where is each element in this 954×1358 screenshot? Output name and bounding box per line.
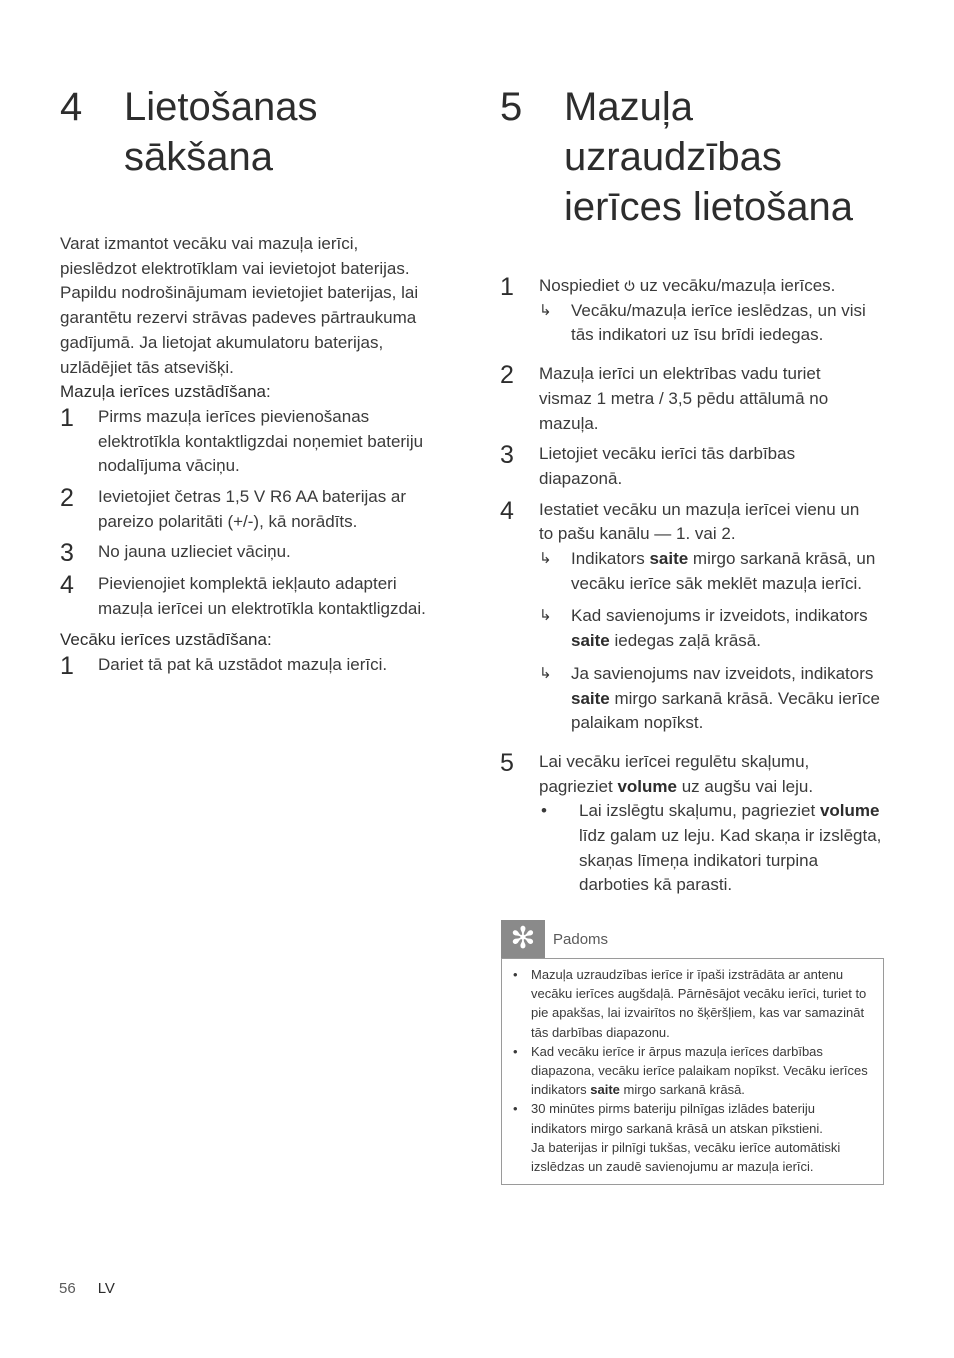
step-text: mazuļa. bbox=[539, 413, 599, 433]
parent-step bbox=[60, 653, 450, 679]
intro-line: Varat izmantot vecāku vai mazuļa ierīci, bbox=[60, 234, 359, 253]
result-text: Kad savienojums ir izveidots, indikators bbox=[571, 606, 868, 626]
intro-line: pieslēdzot elektrotīklam vai ievietojot baterijas. bbox=[60, 258, 410, 278]
tip-text: indikators saite mirgo sarkanā krāsā. bbox=[531, 1082, 745, 1098]
tip-text: Mazuļa uzraudzības ierīce ir īpaši izstrādāta ar antenu bbox=[531, 967, 844, 982]
step-text: Mazuļa ierīci un elektrības vadu turiet bbox=[539, 364, 821, 384]
result-text: palaikam nopīkst. bbox=[571, 713, 704, 733]
step-number: 3 bbox=[500, 441, 514, 470]
step-text: Pirms mazuļa ierīces pievienošanas bbox=[98, 406, 370, 426]
right-column bbox=[500, 82, 885, 904]
chapter-title-line: ierīces lietošana bbox=[564, 185, 854, 229]
bullet-text: darboties kā parasti. bbox=[579, 875, 733, 895]
tip-text: diapazona, vecāku ierīce palaikam nopīkst. Vecāku ierīces bbox=[531, 1063, 868, 1079]
page-footer bbox=[59, 1280, 115, 1297]
intro-line: gadījumā. Ja lietojat akumulatoru baterijas, bbox=[60, 332, 384, 352]
bullet-icon: • bbox=[513, 1043, 518, 1059]
tip-text: Ja baterijas ir pilnīgi tukšas, vecāku ierīce automātiski bbox=[531, 1139, 841, 1155]
chapter-number: 4 bbox=[60, 85, 83, 129]
step-number: 1 bbox=[60, 403, 74, 432]
step-result bbox=[539, 604, 885, 653]
page-number: 56 bbox=[59, 1280, 76, 1297]
step-text: to pašu kanālu — 1. vai 2. bbox=[539, 524, 736, 544]
tip-text: tās darbības diapazonu. bbox=[531, 1024, 670, 1040]
result-arrow-icon: ↳ bbox=[539, 550, 552, 568]
usage-step bbox=[500, 362, 885, 436]
step-result bbox=[539, 547, 885, 596]
bullet-text: skaņas līmeņa indikatori turpina bbox=[579, 850, 819, 870]
chapter-title bbox=[124, 82, 317, 182]
tip-text: Kad vecāku ierīce ir ārpus mazuļa ierīces darbības bbox=[531, 1043, 823, 1059]
baby-step bbox=[60, 572, 450, 621]
power-icon bbox=[624, 280, 635, 292]
result-text: tās indikatori uz īsu brīdi iedegas. bbox=[571, 325, 824, 345]
tip-text: indikators mirgo sarkanā krāsā un atskan pīkstieni. bbox=[531, 1120, 823, 1136]
step-number: 4 bbox=[60, 571, 74, 600]
step-text: No jauna uzlieciet vāciņu. bbox=[98, 542, 291, 562]
step-text: nodalījuma vāciņu. bbox=[98, 456, 240, 476]
step-number: 5 bbox=[500, 748, 514, 777]
step-text: vismaz 1 metra / 3,5 pēdu attālumā no bbox=[539, 388, 829, 408]
chapter-heading-5 bbox=[500, 82, 885, 232]
tip-item bbox=[512, 1099, 873, 1176]
result-text: Indikators saite mirgo sarkanā krāsā, un bbox=[571, 549, 876, 569]
result-text: Vecāku/mazuļa ierīce ieslēdzas, un visi bbox=[571, 300, 866, 320]
baby-setup-heading: Mazuļa ierīces uzstādīšana: bbox=[60, 382, 271, 402]
tip-header bbox=[501, 920, 884, 958]
bullet-icon: • bbox=[513, 967, 518, 982]
step-number: 2 bbox=[60, 484, 74, 513]
result-text: saite iedegas zaļā krāsā. bbox=[571, 631, 761, 651]
result-arrow-icon: ↳ bbox=[539, 301, 552, 319]
intro-paragraph bbox=[60, 232, 450, 380]
tip-item bbox=[512, 965, 873, 1042]
chapter-title bbox=[564, 82, 853, 232]
result-arrow-icon: ↳ bbox=[539, 664, 552, 682]
step-text: Nospiediet uz vecāku/mazuļa ierīces. bbox=[539, 276, 836, 295]
result-arrow-icon: ↳ bbox=[539, 607, 552, 625]
tip-item bbox=[512, 1042, 873, 1100]
baby-step bbox=[60, 405, 450, 479]
intro-line: uzlādējiet tās atsevišķi. bbox=[60, 357, 234, 377]
tip-text: 30 minūtes pirms bateriju pilnīgas izlādes bateriju bbox=[531, 1101, 815, 1117]
chapter-number: 5 bbox=[500, 85, 523, 129]
step-text: pareizo polaritāti (+/-), kā norādīts. bbox=[98, 511, 358, 531]
step-text: Dariet tā pat kā uzstādot mazuļa ierīci. bbox=[98, 654, 388, 674]
baby-step bbox=[60, 485, 450, 534]
step-text: Lietojiet vecāku ierīci tās darbības bbox=[539, 444, 796, 464]
step-result bbox=[539, 662, 885, 736]
usage-step bbox=[500, 498, 885, 744]
chapter-title-line: sākšana bbox=[124, 135, 273, 179]
result-text: Ja savienojums nav izveidots, indikators bbox=[571, 663, 874, 683]
chapter-title-line: Mazuļa bbox=[564, 85, 693, 129]
usage-step bbox=[500, 750, 885, 898]
chapter-title-line: uzraudzības bbox=[564, 135, 782, 179]
step-text: Iestatiet vecāku un mazuļa ierīcei vienu un bbox=[539, 499, 860, 519]
tip-text: vecāku ierīces augšdaļā. Pārnēsājot vecāku ierīci, turiet to bbox=[531, 986, 867, 1002]
tip-content bbox=[501, 958, 884, 1185]
result-text: vecāku ierīce sāk meklēt mazuļa ierīci. bbox=[571, 573, 862, 593]
intro-line: garantētu rezervi strāvas padeves pārtraukuma bbox=[60, 308, 417, 328]
step-text: elektrotīkla kontaktligzdai noņemiet bateriju bbox=[98, 431, 424, 451]
bullet-text: līdz galam uz leju. Kad skaņa ir izslēgta, bbox=[579, 826, 882, 846]
step-text: diapazonā. bbox=[539, 468, 623, 488]
tip-text: izslēdzas un zaudē savienojumu ar mazuļa ierīci. bbox=[531, 1159, 814, 1175]
step-number: 2 bbox=[500, 361, 514, 390]
tip-box bbox=[501, 920, 884, 1185]
bullet-text: Lai izslēgtu skaļumu, pagrieziet volume bbox=[579, 801, 880, 821]
step-text: Lai vecāku ierīcei regulētu skaļumu, bbox=[539, 751, 810, 771]
intro-line: Papildu nodrošinājumam ievietojiet baterijas, lai bbox=[60, 283, 419, 303]
asterisk-icon: ✻ bbox=[501, 920, 545, 958]
chapter-heading-4 bbox=[60, 82, 450, 182]
usage-step bbox=[500, 274, 885, 356]
chapter-title-line: Lietošanas bbox=[124, 85, 318, 129]
bullet-icon: • bbox=[541, 801, 547, 821]
step-number: 1 bbox=[60, 651, 74, 680]
step-number: 3 bbox=[60, 539, 74, 568]
bullet-icon: • bbox=[513, 1101, 518, 1117]
step-number: 1 bbox=[500, 273, 514, 301]
usage-step bbox=[500, 442, 885, 491]
step-bullet bbox=[539, 799, 885, 898]
tip-text: pie apakšas, lai izvairītos no šķēršļiem, kas var samazināt bbox=[531, 1005, 865, 1021]
step-text: Ievietojiet četras 1,5 V R6 AA baterijas ar bbox=[98, 487, 407, 507]
step-number: 4 bbox=[500, 496, 514, 525]
language-code: LV bbox=[97, 1280, 115, 1297]
parent-setup-heading: Vecāku ierīces uzstādīšana: bbox=[60, 629, 272, 649]
step-text: Pievienojiet komplektā iekļauto adapteri bbox=[98, 574, 397, 594]
step-result bbox=[539, 299, 885, 348]
result-text: saite mirgo sarkanā krāsā. Vecāku ierīce bbox=[571, 688, 880, 708]
baby-step bbox=[60, 540, 450, 566]
step-text: mazuļa ierīcei un elektrotīkla kontaktligzdai. bbox=[98, 599, 426, 619]
tip-label: Padoms bbox=[553, 930, 609, 948]
step-text: pagrieziet volume uz augšu vai leju. bbox=[539, 776, 814, 796]
left-column bbox=[60, 82, 450, 685]
